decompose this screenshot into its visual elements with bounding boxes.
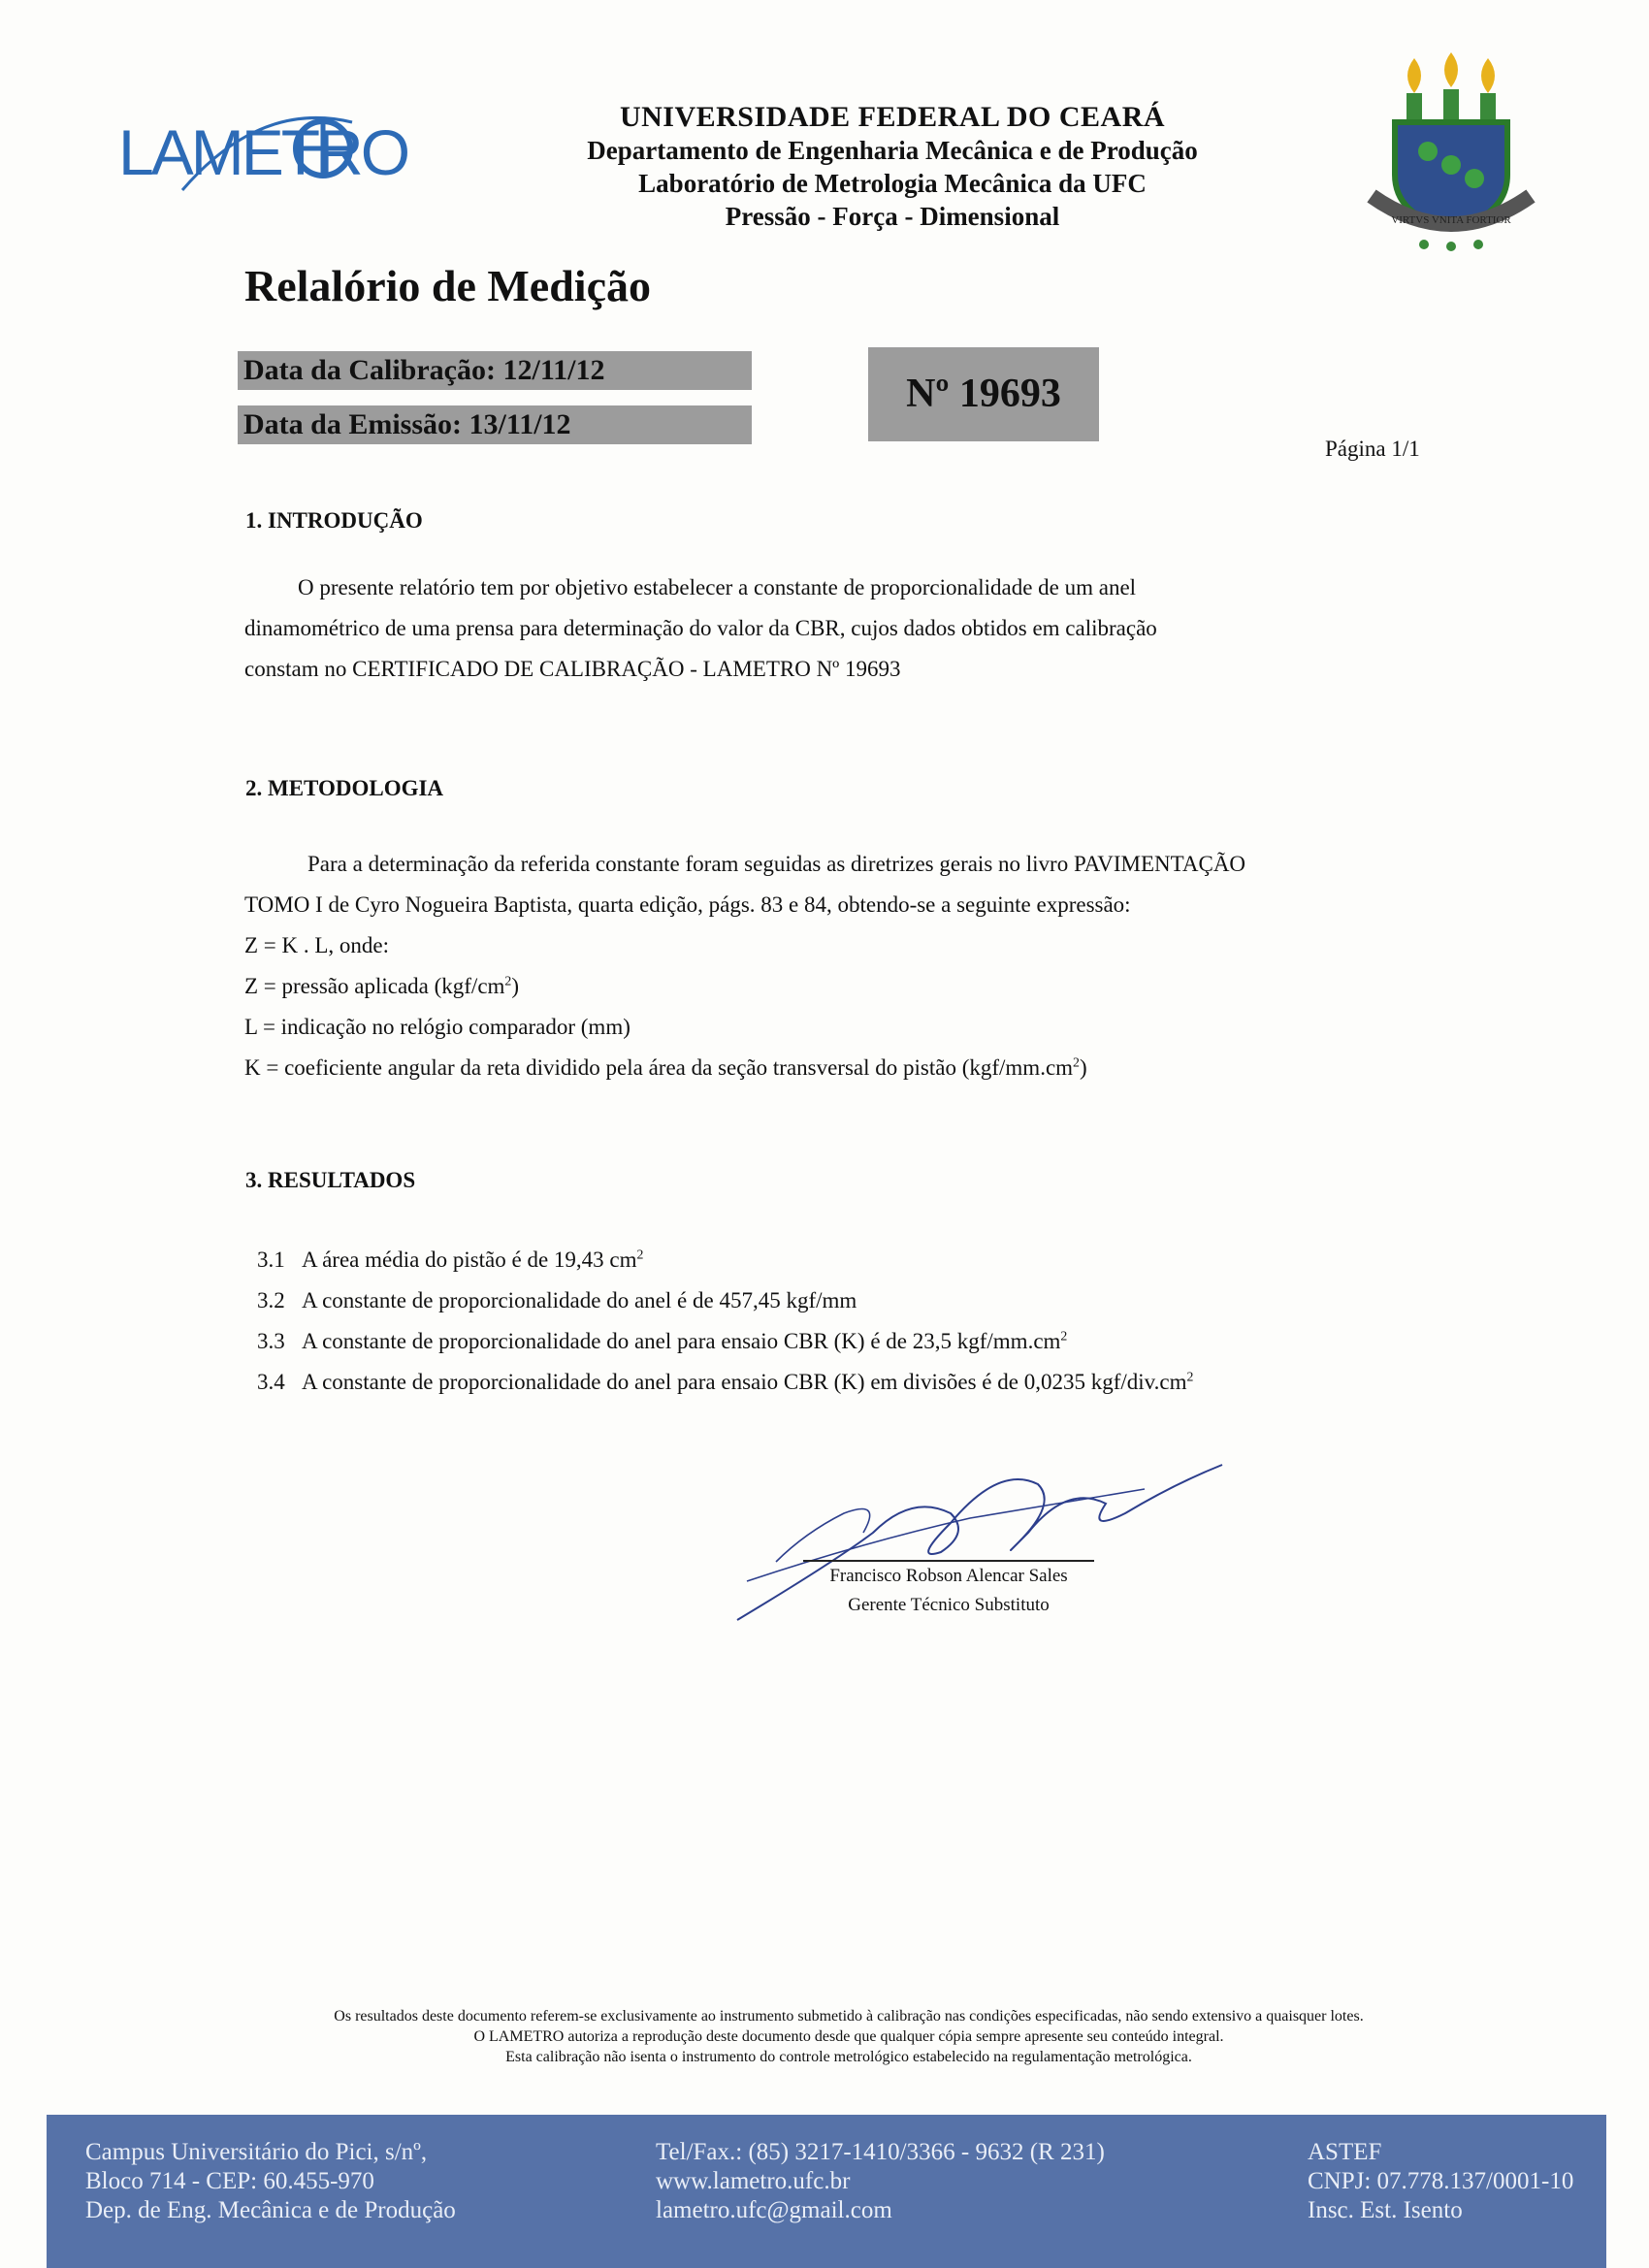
disclaimer-line: Esta calibração não isenta o instrumento do controle metrológico estabelecido na regulamentação metrológica. [505, 2049, 1192, 2065]
result-item: 3.3 A constante de proporcionalidade do anel para ensaio CBR (K) é de 23,5 kgf/$mm.cm^2$ [257, 1328, 1068, 1353]
results-list [257, 1240, 1193, 1403]
intro-paragraph [244, 567, 1311, 690]
lametro-logo [114, 105, 408, 192]
result-item: 3.2 A constante de proporcionalidade do anel é de 457,45 kgf/mm [257, 1288, 857, 1312]
intro-line: constam no CERTIFICADO DE CALIBRAÇÃO - LAMETRO Nº 19693 [244, 657, 901, 681]
footer-line: ASTEF [1308, 2139, 1382, 2165]
areas-line: Pressão - Força - Dimensional [725, 202, 1060, 231]
footer-phone: Tel/Fax.: (85) 3217-1410/3366 - 9632 (R 231) [656, 2139, 1105, 2165]
signatory-name: Francisco Robson Alencar Sales [829, 1566, 1068, 1586]
footer-address [85, 2138, 456, 2225]
definition-k: K = coeficiente angular da reta dividido pela área da seção transversal do pistão $(kgf/mm.cm^2)$ [244, 1054, 1087, 1080]
section-heading-metodologia: 2. METODOLOGIA [245, 776, 444, 800]
footer-line: Insc. Est. Isento [1308, 2197, 1463, 2223]
university-name: UNIVERSIDADE FEDERAL DO CEARÁ [619, 101, 1166, 133]
calibration-date: Data da Calibração: 12/11/12 [238, 351, 752, 390]
methodology-line: TOMO I de Cyro Nogueira Baptista, quarta edição, págs. 83 e 84, obtendo-se a seguinte expressão: [244, 892, 1131, 917]
disclaimer-line: O LAMETRO autoriza a reprodução deste documento desde que qualquer cópia sempre apresente seu conteúdo integral. [473, 2028, 1224, 2045]
section-heading-introducao: 1. INTRODUÇÃO [245, 508, 423, 533]
disclaimer-line: Os resultados deste documento referem-se exclusivamente ao instrumento submetido à calibração nas condições especificadas, não sendo extensivo a quaisquer lotes. [334, 2008, 1364, 2025]
document-title: Relalório de Medição [244, 261, 652, 310]
ufc-crest-icon [1366, 50, 1536, 250]
footer-line: Dep. de Eng. Mecânica e de Produção [85, 2197, 456, 2223]
signatory-role: Gerente Técnico Substituto [848, 1595, 1050, 1615]
svg-text:VIRTVS VNITA FORTIOR: VIRTVS VNITA FORTIOR [1391, 214, 1511, 226]
signatory-block [803, 1560, 1094, 1620]
definition-l: L = indicação no relógio comparador (mm) [244, 1015, 630, 1039]
footer-line: CNPJ: 07.778.137/0001-10 [1308, 2168, 1574, 2194]
footer-line: Campus Universitário do Pici, s/nº, [85, 2139, 428, 2165]
section-heading-resultados: 3. RESULTADOS [245, 1168, 416, 1192]
footer-email-link[interactable]: lametro.ufc@gmail.com [656, 2197, 892, 2223]
result-item: 3.4 A constante de proporcionalidade do anel para ensaio CBR (K) em divisões é de 0,0235 kgf/$div.cm^2$ [257, 1369, 1194, 1394]
laboratory-name: Laboratório de Metrologia Mecânica da UFC [638, 169, 1147, 198]
emission-date: Data da Emissão: 13/11/12 [238, 405, 752, 444]
disclaimer [194, 2006, 1504, 2067]
footer-registration [1308, 2138, 1573, 2225]
institution-header [407, 101, 1377, 233]
page-indicator: Página 1/1 [1325, 437, 1420, 461]
footer-line: Bloco 714 - CEP: 60.455-970 [85, 2168, 374, 2194]
result-item: 3.1 A área média do pistão é de 19,43 $cm^2$ [257, 1247, 644, 1272]
formula: Z = K . L, onde: [244, 933, 390, 957]
report-number: Nº 19693 [868, 347, 1099, 441]
footer-band [47, 2115, 1606, 2268]
department-name: Departamento de Engenharia Mecânica e de Produção [587, 136, 1198, 165]
methodology-paragraph [244, 844, 1360, 1088]
intro-line: dinamométrico de uma prensa para determinação do valor da CBR, cujos dados obtidos em calibração [244, 616, 1157, 640]
logo-text: LAMETRO [118, 116, 408, 188]
methodology-line: Para a determinação da referida constante foram seguidas as diretrizes gerais no livro PAVIMENTAÇÃO [307, 852, 1246, 876]
footer-website-link[interactable]: www.lametro.ufc.br [656, 2168, 851, 2194]
intro-line: O presente relatório tem por objetivo estabelecer a constante de proporcionalidade de um anel [298, 575, 1137, 599]
footer-contact [656, 2138, 1105, 2225]
definition-z: Z = pressão aplicada $(kgf/cm^2)$ [244, 973, 519, 998]
